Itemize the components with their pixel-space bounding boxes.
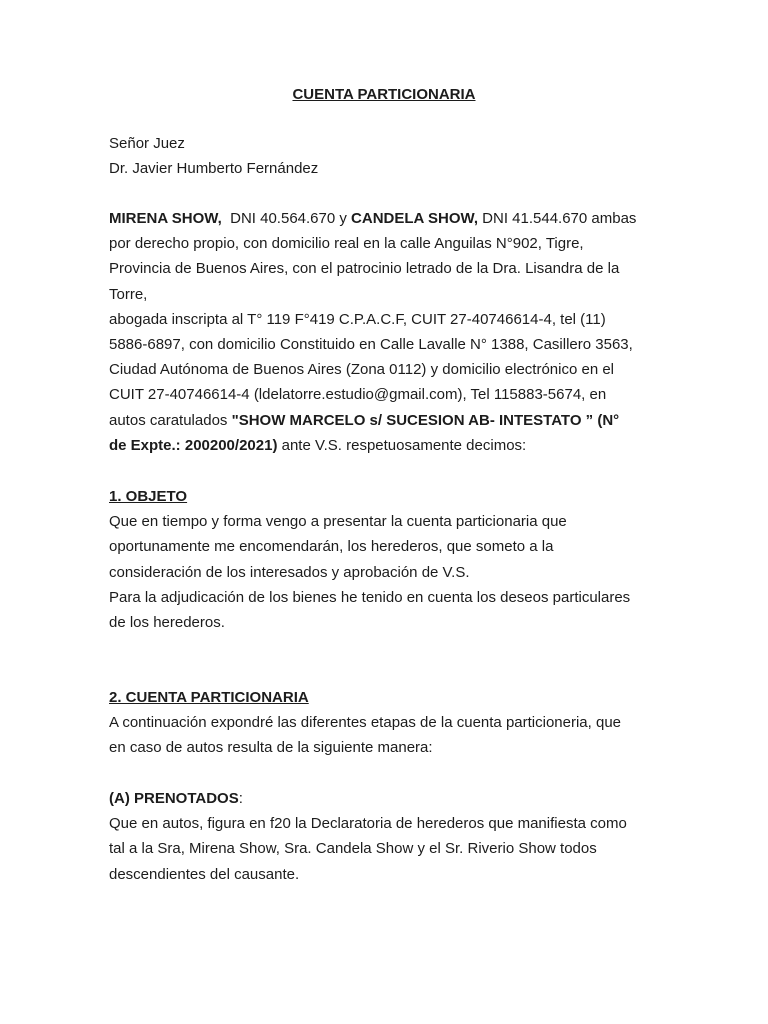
paragraph-line: 5886-6897, con domicilio Constituido en Calle Lavalle N° 1388, Casillero 3563,	[109, 335, 633, 353]
text-run: DNI 41.544.670 ambas	[482, 210, 637, 227]
paragraph-line: Que en autos, figura en f20 la Declaratoria de herederos que manifiesta como	[109, 815, 627, 833]
paragraph-line: Ciudad Autónoma de Buenos Aires (Zona 0112) y domicilio electrónico en el	[109, 361, 615, 379]
section-heading: 1. OBJETO	[109, 488, 188, 505]
paragraph-line: CUIT 27-40746614-4 (ldelatorre.estudio@gmail.com), Tel 115883-5674, en	[109, 386, 607, 404]
party-name: CANDELA SHOW,	[351, 210, 478, 227]
section-cuenta-particionaria	[109, 685, 669, 761]
section-heading: (A) PRENOTADOS	[109, 790, 239, 807]
paragraph-line: por derecho propio, con domicilio real en la calle Anguilas N°902, Tigre,	[109, 235, 584, 253]
salutation-line: Señor Juez	[109, 135, 185, 152]
section-prenotados	[109, 786, 669, 887]
paragraph-line: descendientes del causante.	[109, 865, 300, 883]
text-run: ante V.S. respetuosamente decimos:	[281, 436, 527, 454]
paragraph-line	[109, 433, 669, 458]
document-title: CUENTA PARTICIONARIA	[292, 86, 476, 103]
text-run: DNI 40.564.670 y	[230, 210, 347, 227]
paragraph-line: abogada inscripta al T° 119 F°419 C.P.A.C.F, CUIT 27-40746614-4, tel (11)	[109, 310, 606, 328]
paragraph-line: Para la adjudicación de los bienes he tenido en cuenta los deseos particulares	[109, 588, 631, 606]
salutation-line: Dr. Javier Humberto Fernández	[109, 160, 319, 178]
paragraph-line: consideración de los interesados y aprobación de V.S.	[109, 563, 470, 581]
paragraph-line: de los herederos.	[109, 613, 225, 631]
paragraph-line: en caso de autos resulta de la siguiente manera:	[109, 739, 433, 757]
case-title: "SHOW MARCELO s/ SUCESION AB- INTESTATO ” (N°	[231, 411, 620, 429]
paragraph-line	[109, 206, 669, 231]
case-number: de Expte.: 200200/2021)	[109, 436, 278, 454]
intro-paragraph	[109, 206, 669, 458]
section-objeto	[109, 484, 669, 635]
paragraph-line: A continuación expondré las diferentes etapas de la cuenta particioneria, que	[109, 714, 622, 732]
salutation	[109, 131, 669, 181]
heading-colon: :	[238, 790, 243, 807]
text-run: autos caratulados	[109, 411, 228, 429]
paragraph-line: Que en tiempo y forma vengo a presentar la cuenta particionaria que	[109, 513, 567, 531]
section-heading: 2. CUENTA PARTICIONARIA	[109, 689, 309, 706]
party-name: MIRENA SHOW,	[109, 210, 222, 227]
paragraph-line: tal a la Sra, Mirena Show, Sra. Candela Show y el Sr. Riverio Show todos	[109, 840, 597, 858]
paragraph-line	[109, 408, 669, 433]
paragraph-line: oportunamente me encomendarán, los herederos, que someto a la	[109, 538, 554, 556]
paragraph-line: Provincia de Buenos Aires, con el patrocinio letrado de la Dra. Lisandra de la	[109, 260, 620, 278]
paragraph-line	[109, 786, 669, 811]
paragraph-line: Torre,	[109, 285, 148, 303]
